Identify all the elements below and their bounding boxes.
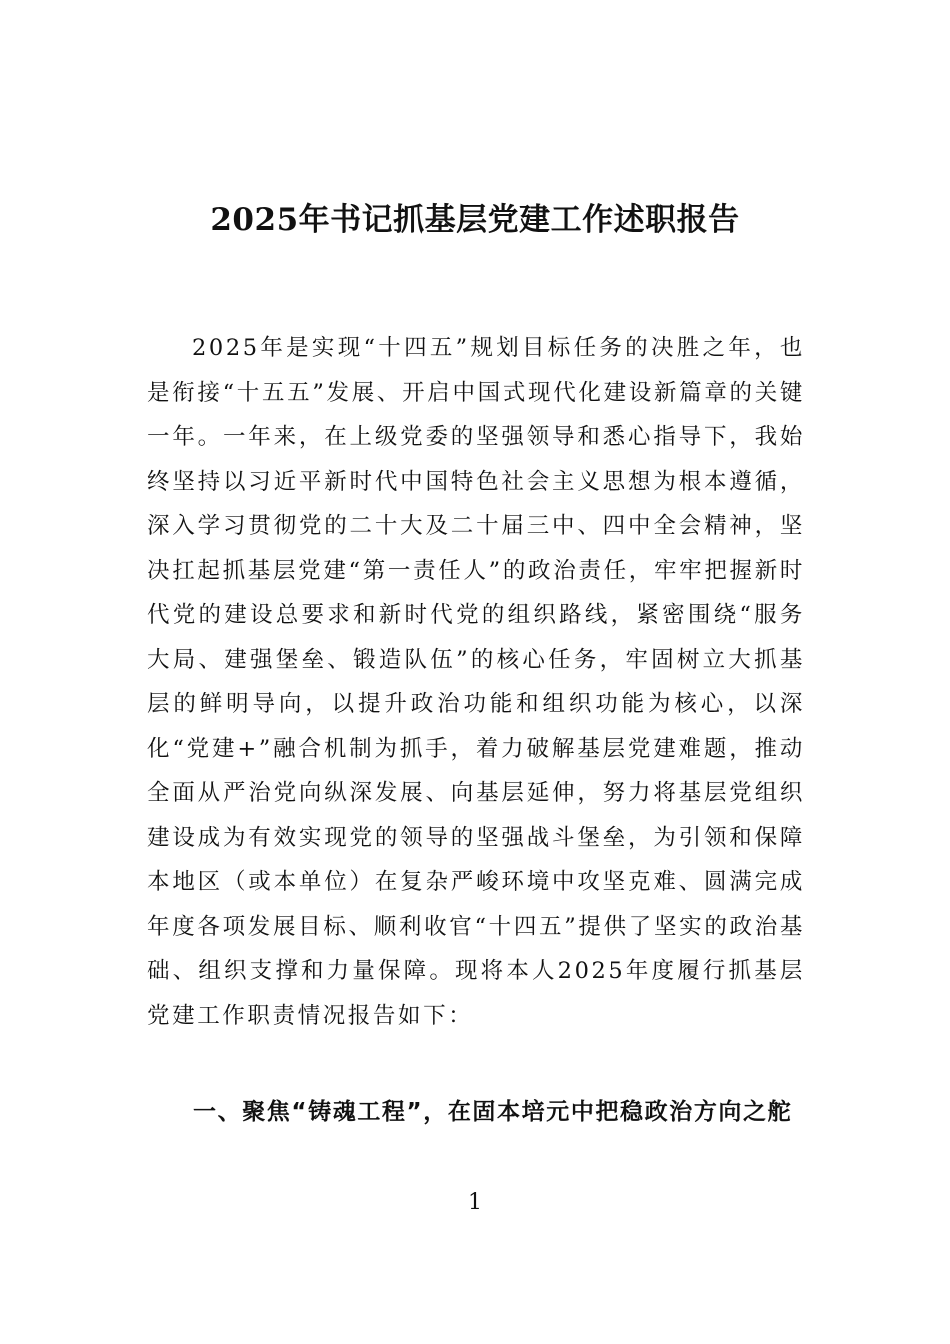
section-heading: 一、聚焦“铸魂工程”，在固本培元中把稳政治方向之舵 xyxy=(193,1099,793,1125)
intro-paragraph: 2025年是实现“十四五”规划目标任务的决胜之年，也是衔接“十五五”发展、开启中国式现代化建设新篇章的关键一年。一年来，在上级党委的坚强领导和悉心指导下，我始终坚持以习近平新时代中国特色社会主义思想为根本遵循，深入学习贯彻党的二十大及二十届三中、四中全会精神，坚决扛起抓基层党建“第一责任人”的政治责任，牢牢把握新时代党的建设总要求和新时代党的组织路线，紧密围绕“服务大局、建强堡垒、锻造队伍”的核心任务，牢固树立大抓基层的鲜明导向，以提升政治功能和组织功能为核心，以深化“党建+”融合机制为抓手，着力破解基层党建难题，推动全面从严治党向纵深发展、向基层延伸，努力将基层党组织建设成为有效实现党的领导的坚强战斗堡垒，为引领和保障本地区（或本单位）在复杂严峻环境中攻坚克难、圆满完成年度各项发展目标、顺利收官“十四五”提供了坚实的政治基础、组织支撑和力量保障。现将本人2025年度履行抓基层党建工作职责情况报告如下： xyxy=(147,335,805,1029)
body-text xyxy=(147,326,805,1038)
document-title: 2025年书记抓基层党建工作述职报告 xyxy=(210,202,740,238)
page-number: 1 xyxy=(468,1190,482,1215)
